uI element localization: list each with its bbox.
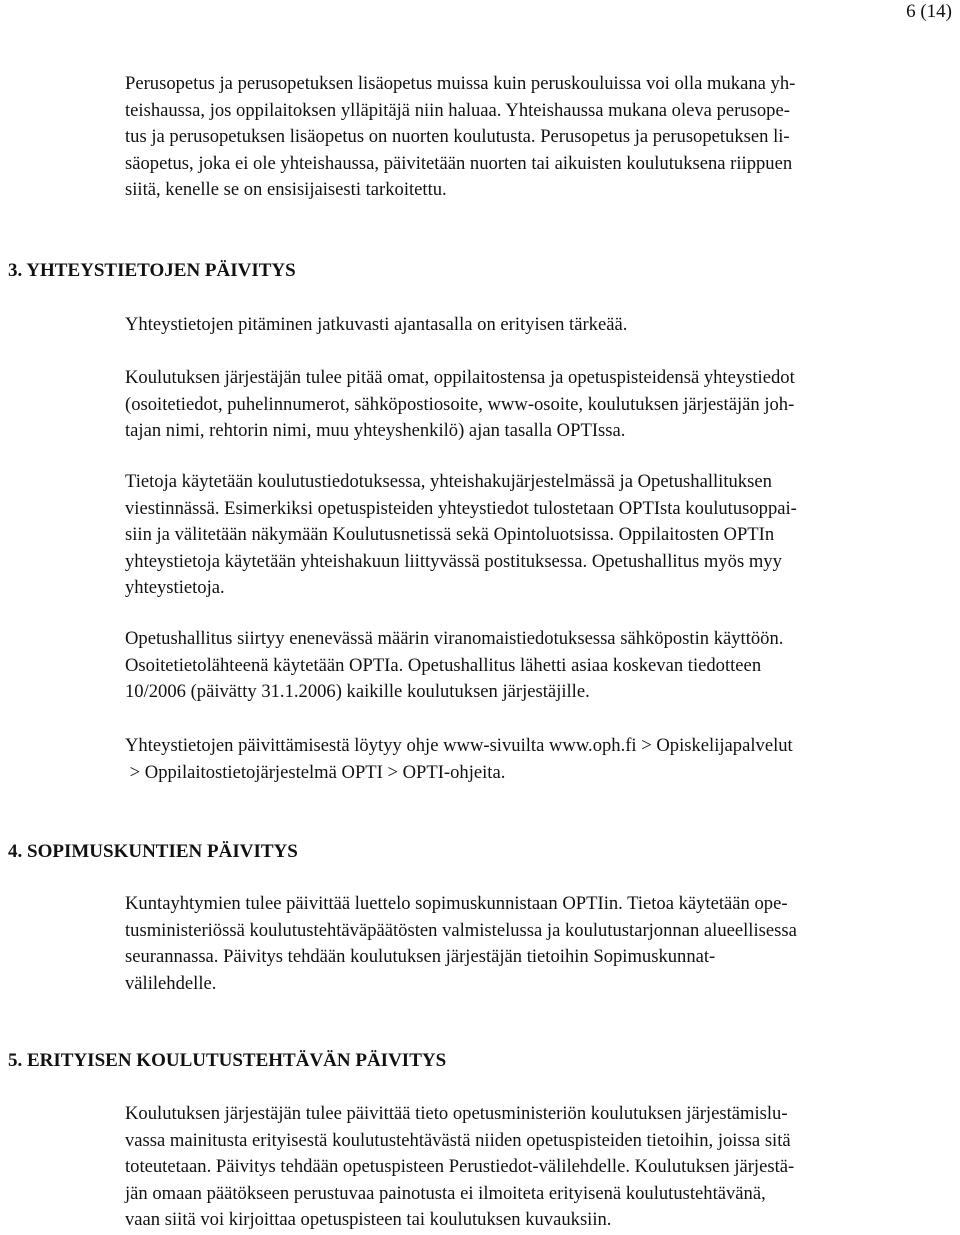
paragraph-line: toteutetaan. Päivitys tehdään opetuspisteen Perustiedot-välilehdelle. Koulutuksen järjestä- xyxy=(125,1156,795,1177)
paragraph-line: Opetushallitus siirtyy enenevässä määrin viranomaistiedotuksessa sähköpostin käyttöön. xyxy=(125,628,784,649)
paragraph-line: > Oppilaitostietojärjestelmä OPTI > OPTI-ohjeita. xyxy=(125,761,506,783)
paragraph-line: seurannassa. Päivitys tehdään koulutuksen järjestäjän tietoihin Sopimuskunnat- xyxy=(125,946,716,967)
section-5-heading: 5. ERITYISEN KOULUTUSTEHTÄVÄN PÄIVITYS xyxy=(8,1050,447,1071)
section-3-paragraph-2 xyxy=(125,365,955,445)
paragraph-line: Osoitetietolähteenä käytetään OPTIa. Opetushallitus lähetti asiaa koskevan tiedotteen xyxy=(125,654,762,676)
paragraph-line: siin ja välitetään näkymään Koulutusnetissä sekä Opintoluotsissa. Oppilaitosten OPTIn xyxy=(125,524,775,545)
paragraph-line: 10/2006 (päivätty 31.1.2006) kaikille koulutuksen järjestäjille. xyxy=(125,681,590,702)
paragraph-line: Kuntayhtymien tulee päivittää luettelo sopimuskunnistaan OPTIin. Tietoa käytetään ope- xyxy=(125,893,788,914)
intro-line: siitä, kenelle se on ensisijaisesti tarkoitettu. xyxy=(125,179,447,200)
section-4-heading: 4. SOPIMUSKUNTIEN PÄIVITYS xyxy=(8,841,298,862)
section-5-paragraph-1 xyxy=(125,1101,955,1234)
paragraph-line: vaan siitä voi kirjoittaa opetuspisteen tai koulutuksen kuvauksiin. xyxy=(125,1209,612,1230)
paragraph-line: Yhteystietojen pitäminen jatkuvasti ajantasalla on erityisen tärkeää. xyxy=(125,314,628,335)
paragraph-line: yhteystietoja käytetään yhteishakuun liittyvässä postituksessa. Opetushallitus myös myy xyxy=(125,550,782,572)
paragraph-line: jän omaan päätökseen perustuvaa painotusta ei ilmoiteta erityisenä koulutustehtävänä, xyxy=(125,1182,766,1204)
paragraph-line: Yhteystietojen päivittämisestä löytyy ohje www-sivuilta www.oph.fi > Opiskelijapalvelut xyxy=(125,735,793,756)
paragraph-line: (osoitetiedot, puhelinnumerot, sähköpostiosoite, www-osoite, koulutuksen järjestäjän joh- xyxy=(125,393,795,415)
paragraph-line: Koulutuksen järjestäjän tulee pitää omat, oppilaitostensa ja opetuspisteidensä yhteystiedot xyxy=(125,367,795,388)
paragraph-line: Tietoja käytetään koulutustiedotuksessa, yhteishakujärjestelmässä ja Opetushallituksen xyxy=(125,471,772,492)
section-3-heading: 3. YHTEYSTIETOJEN PÄIVITYS xyxy=(8,260,296,281)
paragraph-line: Koulutuksen järjestäjän tulee päivittää tieto opetusministeriön koulutuksen järjestämislu- xyxy=(125,1103,788,1124)
paragraph-line: vassa mainitusta erityisestä koulutustehtävästä niiden opetuspisteiden tietoihin, joissa sitä xyxy=(125,1129,791,1151)
section-3-paragraph-1 xyxy=(125,312,955,339)
paragraph-line: yhteystietoja. xyxy=(125,577,225,598)
section-3-paragraph-5 xyxy=(125,733,955,786)
page-number: 6 (14) xyxy=(906,1,952,22)
intro-line: säopetus, joka ei ole yhteishaussa, päivitetään nuorten tai aikuisten koulutuksena riippuen xyxy=(125,152,793,174)
section-3-paragraph-3 xyxy=(125,469,955,602)
intro-line: Perusopetus ja perusopetuksen lisäopetus muissa kuin peruskouluissa voi olla mukana yh- xyxy=(125,73,796,94)
paragraph-line: välilehdelle. xyxy=(125,972,217,994)
section-4-paragraph-1 xyxy=(125,891,955,997)
intro-line: tus ja perusopetuksen lisäopetus on nuorten koulutusta. Perusopetus ja perusopetuksen li- xyxy=(125,126,790,147)
paragraph-line: viestinnässä. Esimerkiksi opetuspisteiden yhteystiedot tulostetaan OPTIsta koulutusoppai- xyxy=(125,497,797,519)
paragraph-line: tajan nimi, rehtorin nimi, muu yhteyshenkilö) ajan tasalla OPTIssa. xyxy=(125,420,626,441)
section-3-paragraph-4 xyxy=(125,626,955,706)
intro-line: teishaussa, jos oppilaitoksen ylläpitäjä niin haluaa. Yhteishaussa mukana oleva perusope- xyxy=(125,99,790,121)
intro-paragraph xyxy=(125,71,955,204)
paragraph-line: tusministeriössä koulutustehtäväpäätösten valmistelussa ja koulutustarjonnan alueellisessa xyxy=(125,919,797,941)
